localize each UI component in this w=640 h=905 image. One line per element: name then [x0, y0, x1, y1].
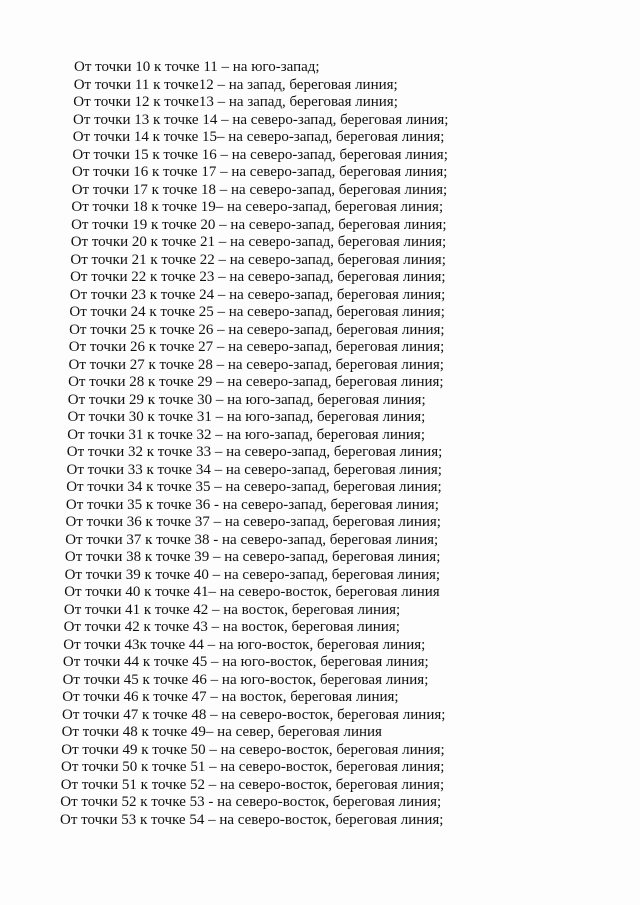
- boundary-segment-line: От точки 16 к точке 17 – на северо-запад, береговая линия;: [72, 164, 448, 180]
- boundary-segment-line: От точки 31 к точке 32 – на юго-запад, береговая линия;: [67, 426, 425, 443]
- boundary-segment-line: От точки 43к точке 44 – на юго-восток, береговая линия;: [63, 636, 426, 653]
- boundary-segment-line: От точки 40 к точке 41– на северо-восток, береговая линия: [64, 584, 440, 600]
- boundary-segment-line: От точки 15 к точке 16 – на северо-запад, береговая линия;: [72, 146, 448, 163]
- boundary-segment-line: От точки 47 к точке 48 – на северо-восток, береговая линия;: [62, 706, 446, 723]
- boundary-segment-line: От точки 27 к точке 28 – на северо-запад, береговая линия;: [68, 356, 444, 373]
- boundary-segment-line: От точки 49 к точке 50 – на северо-восток, береговая линия;: [61, 741, 445, 758]
- boundary-segment-line: От точки 39 к точке 40 – на северо-запад, береговая линия;: [64, 566, 441, 583]
- boundary-segment-line: От точки 20 к точке 21 – на северо-запад, береговая линия;: [70, 234, 447, 250]
- boundary-segment-line: От точки 32 к точке 33 – на северо-запад, береговая линия;: [66, 444, 443, 460]
- boundary-segment-line: От точки 25 к точке 26 – на северо-запад, береговая линия;: [69, 321, 445, 338]
- boundary-segment-line: От точки 23 к точке 24 – на северо-запад, береговая линия;: [69, 286, 446, 303]
- boundary-segment-line: От точки 13 к точке 14 – на северо-запад, береговая линия;: [73, 111, 449, 128]
- boundary-segment-line: От точки 35 к точке 36 - на северо-запад, береговая линия;: [65, 496, 439, 513]
- boundary-segment-line: От точки 12 к точке13 – на запад, береговая линия;: [73, 94, 398, 110]
- boundary-segment-line: От точки 46 к точке 47 – на восток, береговая линия;: [62, 689, 399, 705]
- boundary-segment-line: От точки 28 к точке 29 – на северо-запад, береговая линия;: [68, 374, 444, 390]
- boundary-segment-line: От точки 14 к точке 15– на северо-запад, береговая линия;: [72, 129, 445, 145]
- boundary-segment-line: От точки 42 к точке 43 – на восток, береговая линия;: [63, 619, 400, 635]
- boundary-segment-line: От точки 34 к точке 35 – на северо-запад, береговая линия;: [66, 479, 442, 495]
- boundary-segment-line: От точки 48 к точке 49– на север, береговая линия: [61, 724, 382, 740]
- boundary-segment-line: От точки 41 к точке 42 – на восток, береговая линия;: [63, 601, 401, 618]
- boundary-segment-line: От точки 36 к точке 37 – на северо-запад, береговая линия;: [65, 514, 441, 530]
- boundary-segment-line: От точки 52 к точке 53 - на северо-восток, береговая линия;: [60, 794, 442, 810]
- boundary-segment-line: От точки 26 к точке 27 – на северо-запад, береговая линия;: [68, 339, 445, 355]
- boundary-segment-line: От точки 11 к точке12 – на запад, береговая линия;: [73, 76, 398, 93]
- boundary-segment-line: От точки 53 к точке 54 – на северо-восток, береговая линия;: [60, 811, 444, 828]
- boundary-segment-line: От точки 19 к точке 20 – на северо-запад, береговая линия;: [71, 216, 447, 233]
- boundary-segment-line: От точки 50 к точке 51 – на северо-восток, береговая линия;: [61, 759, 445, 775]
- boundary-segment-line: От точки 30 к точке 31 – на юго-запад, береговая линия;: [67, 409, 426, 425]
- boundary-segment-line: От точки 24 к точке 25 – на северо-запад, береговая линия;: [69, 304, 445, 320]
- boundary-segment-line: От точки 51 к точке 52 – на северо-восток, береговая линия;: [60, 776, 445, 793]
- boundary-segment-line: От точки 33 к точке 34 – на северо-запад, береговая линия;: [66, 461, 442, 478]
- boundary-segment-line: От точки 10 к точке 11 – на юго-запад;: [74, 59, 320, 75]
- boundary-segment-line: От точки 17 к точке 18 – на северо-запад, береговая линия;: [71, 181, 448, 198]
- boundary-segment-line: От точки 21 к точке 22 – на северо-запад, береговая линия;: [70, 251, 446, 268]
- boundary-segment-line: От точки 37 к точке 38 - на северо-запад, береговая линия;: [65, 531, 439, 548]
- boundary-segment-line: От точки 45 к точке 46 – на юго-восток, береговая линия;: [62, 671, 429, 688]
- boundary-segment-line: От точки 18 к точке 19– на северо-запад, береговая линия;: [71, 199, 444, 215]
- boundary-segment-line: От точки 44 к точке 45 – на юго-восток, береговая линия;: [62, 654, 429, 670]
- boundary-segment-line: От точки 22 к точке 23 – на северо-запад, береговая линия;: [70, 269, 446, 285]
- boundary-segment-line: От точки 38 к точке 39 – на северо-запад, береговая линия;: [64, 549, 441, 565]
- boundary-segment-line: От точки 29 к точке 30 – на юго-запад, береговая линия;: [67, 391, 426, 408]
- boundary-description-list: [0, 59, 640, 829]
